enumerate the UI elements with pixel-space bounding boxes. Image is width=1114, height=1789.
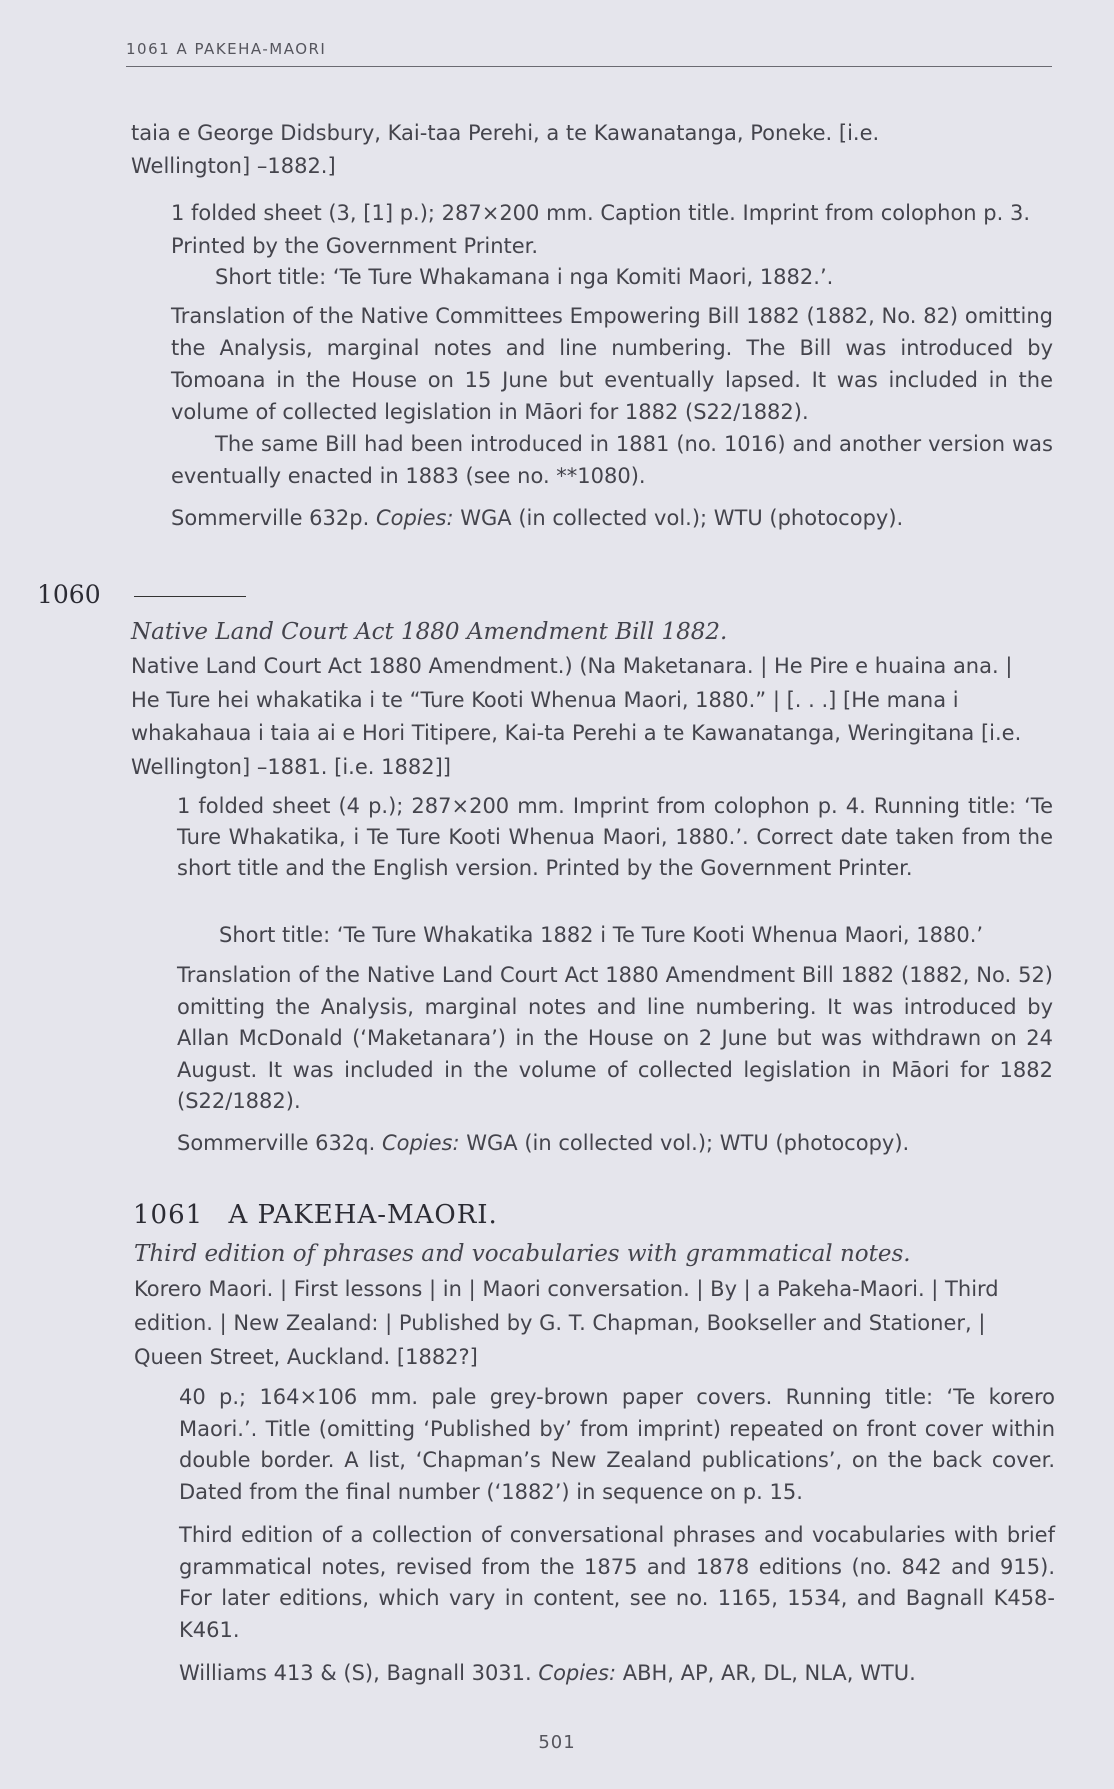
entry-1061-sources [179,1657,1055,1690]
entry-1061-physical-description: 40 p.; 164×106 mm. pale grey-brown paper covers. Running title: ‘Te korero Maori.’. Title (omitting ‘Published by’ from imprint) repeated on front cover within double border. A list, ‘Chapman’s New Zealand publications’, on the back cover. Dated from the final number (‘1882’) in sequence on p. 15. [179,1385,1055,1504]
entry-1061-transcription: Korero Maori. | First lessons | in | Maori conversation. | By | a Pakeha-Maori. | Third edition. | New Zealand: | Published by G. T. Chapman, Bookseller and Stationer, | Queen Street, Auckland. [1882?] [134,1277,999,1369]
entry-1060-short-title: Short title: ‘Te Ture Whakatika 1882 i Te Ture Kooti Whenua Maori, 1880.’ [219,923,984,947]
entry-author: A PAKEHA-MAORI. [228,1200,498,1230]
entry-1061-title: Third edition of phrases and vocabularies with grammatical notes. [134,1241,911,1267]
entry-1060-physical-description: 1 folded sheet (4 p.); 287×200 mm. Imprint from colophon p. 4. Running title: ‘Te Ture Whakatika, i Te Ture Kooti Whenua Maori, 1880.’. Correct date taken from the short title and the English version. Printed by the Government Printer. [177,794,1053,880]
entry-1059-note: Translation of the Native Committees Empowering Bill 1882 (1882, No. 82) omitting the Analysis, marginal notes and line numbering. The Bill was introduced by Tomoana in the House on 15 June but eventually lapsed. It was included in the volume of collected legislation in Māori for 1882 (S22/1882). [171,304,1053,424]
entry-1060-title: Native Land Court Act 1880 Amendment Bill 1882. [131,619,728,645]
entry-1059-short-title: Short title: ‘Te Ture Whakamana i nga Komiti Maori, 1882.’. [215,265,834,289]
entry-1060-note: Translation of the Native Land Court Act 1880 Amendment Bill 1882 (1882, No. 52) omitting the Analysis, marginal notes and line numbering. It was introduced by Allan McDonald (‘Maketanara’) in the House on 2 June but was withdrawn on 24 August. It was included in the volume of collected legislation in Māori for 1882 (S22/1882). [177,963,1053,1113]
entry-number: 1060 [37,580,101,609]
author-repeat-dash [134,596,246,597]
running-head: 1061 A PAKEHA-MAORI [126,40,1052,67]
copies-label: Copies: [381,1131,460,1155]
page-number: 501 [538,1732,576,1753]
entry-1059-note-2: The same Bill had been introduced in 1881 (no. 1016) and another version was eventually enacted in 1883 (see no. **1080). [171,432,1053,488]
entry-1060-transcription: Native Land Court Act 1880 Amendment.) (Na Maketanara. | He Pire e huaina ana. | He Ture hei whakatika i te “Ture Kooti Whenua Maori, 1880.” | [. . .] [He mana i whakahaua i taia ai e Hori Titipere, Kai-ta Perehi a te Kawanatanga, Weringitana [i.e. Wellington] –1881. [i.e. 1882]] [131,654,1022,779]
entry-1061-note: Third edition of a collection of conversational phrases and vocabularies with brief grammatical notes, revised from the 1875 and 1878 editions (no. 842 and 915). For later editions, which vary in content, see no. 1165, 1534, and Bagnall K458-K461. [179,1523,1055,1642]
entry-1060-sources [177,1127,1053,1160]
entry-1059-sources [171,502,1053,535]
source-reference: Sommerville 632p. [171,506,370,530]
entry-1059-physical-description: 1 folded sheet (3, [1] p.); 287×200 mm. Caption title. Imprint from colophon p. 3. Printed by the Government Printer. [171,201,1030,258]
copies-label: Copies: [538,1661,617,1685]
entry-1059-continuation: taia e George Didsbury, Kai-taa Perehi, a te Kawanatanga, Poneke. [i.e. Wellington] –1882.] [131,121,880,178]
copies-list: WGA (in collected vol.); WTU (photocopy). [460,506,904,530]
source-reference: Sommerville 632q. [177,1131,376,1155]
source-reference: Williams 413 & (S), Bagnall 3031. [179,1661,532,1685]
copies-list: ABH, AP, AR, DL, NLA, WTU. [622,1661,916,1685]
copies-label: Copies: [375,506,454,530]
copies-list: WGA (in collected vol.); WTU (photocopy). [466,1131,910,1155]
entry-1061-heading [133,1200,498,1230]
entry-number: 1061 [133,1200,204,1230]
